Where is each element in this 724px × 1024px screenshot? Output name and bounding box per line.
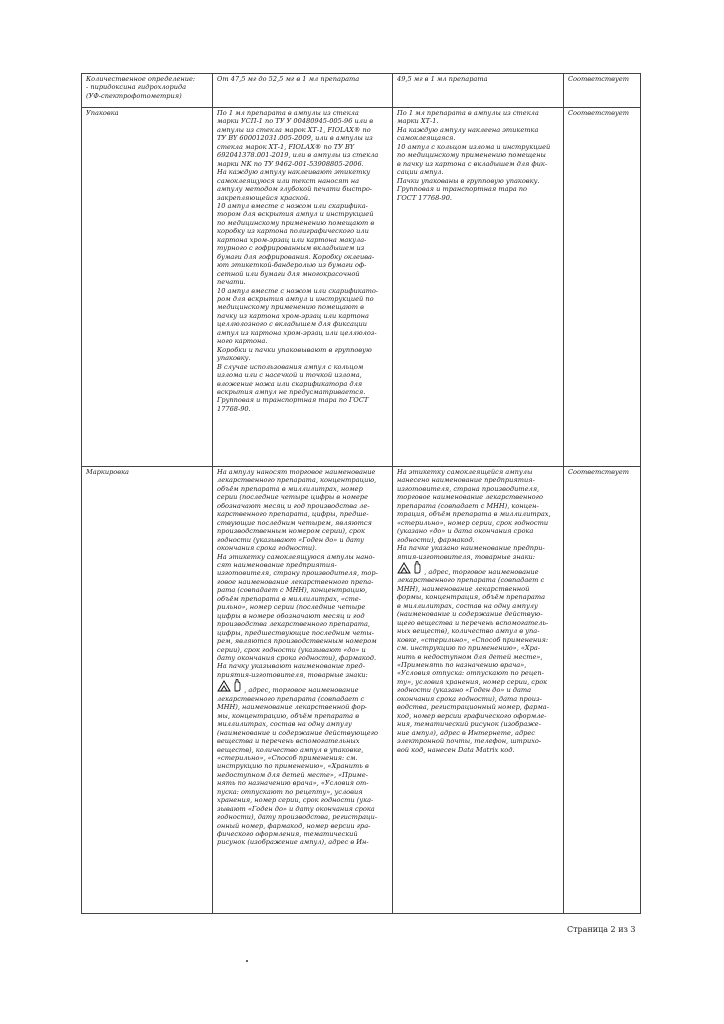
scan-speck [246,960,248,962]
requirement-paragraph: На ампулу наносят торговое наименование лекарственного препарата, концентрацию, объём препарата в миллилитрах, номер серии (последние четыре цифры в номере обозначают месяц и год производства ле- карственного препарата, цифры, предше- ствующие последним четырем, являются производственным номером серии), срок годности (указывают «Годен до» и дату окончания срока годности). [217,468,377,553]
result-paragraph: 10 ампул с кольцом излома и инструкцией по медицинскому применению помещены в пачку из картона с вкладышем для фик- сации ампул. [397,142,551,177]
result-cell [393,108,564,467]
requirement-paragraph: 10 ампул вместе с ножом или скарификато- ром для вскрытия ампул и инструкцией по медицинскому применению помещают в пачку из картона хром-эрзац или картона целлюлозного с вкладышем для фиксации ампул из картона хром-эрзац или целлюлоз- ного картона. [217,286,379,346]
conclusion-cell: Соответствует [564,108,641,467]
requirement-paragraph: 10 ампул вместе с ножом или скарифика- тором для вскрытия ампул и инструкцией по медицинскому применению помещают в коробку из картона полиграфического или картона хром-эрзац или картона макула- турного с гофрированным вкладышем из бумаги для гофрирования. Коробку оклеива- ют этикеткой-бандеролью из бумаги оф- сетной или бумаги для многокрасочной печати. [217,201,375,287]
requirement-paragraph: В случае использования ампул с кольцом излома или с насечкой и точкой излома, вложение ножа или скарификатора для вскрытия ампул не предусматривается. [217,362,366,396]
result-paragraph: По 1 мл препарата в ампулы из стекла марки ХТ-1. [397,109,539,126]
result-paragraph: На этикетку самоклеящейся ампулы нанесено наименование предприятия- изготовителя, страна производителя, торговое наименование лекарственного препарата (совпадает с МНН), концен- трация, объём препарата в миллилитрах, «стерильно», номер серии, срок годности (указано «до» и дата окончания срока годности), фармакод. [397,468,551,544]
requirement-cell: От 47,5 мг до 52,5 мг в 1 мл препарата [213,74,393,108]
result-cell: 49,5 мг в 1 мл препарата [393,74,564,108]
table-row [82,467,641,914]
trademark-icons [217,679,389,847]
requirement-cell [213,467,393,914]
test-name-cell: Упаковка [82,108,213,467]
requirement-cell [213,108,393,467]
requirement-paragraph: На каждую ампулу наклеивают этикетку самоклеящуюся или текст наносят на ампулу методом глубокой печати быстро- закрепляющейся краской. [217,168,373,202]
requirement-paragraph: Групповая и транспортная тара по ГОСТ 17768-90. [217,396,369,413]
trademark-icons [397,561,560,754]
requirement-paragraph: На пачку указывают наименование пред- приятия-изготовителя, товарные знаки: [217,662,368,679]
table-row [82,74,641,108]
requirement-paragraph: По 1 мл препарата в ампулы из стекла марки УСП-1 по ТУ У 00480945-005-96 или в ампулы из стекла марок ХТ-1, FIOLAX® по ТУ BY 600012031.005-2009, или в ампулы из стекла марок ХТ-1, FIOLAX® по ТУ BY 692041378.001-2019, или в ампулы из стекла марки NK по ТУ 9462-001-53908805-2006. [217,109,379,168]
triangle-logo-icon [397,562,411,576]
result-paragraph: На каждую ампулу наклеена этикетка самоклеящаяся. [397,125,539,143]
page-number: Страница 2 из 3 [567,925,636,934]
specification-table [81,73,641,914]
result-cell [393,467,564,914]
result-paragraph: Групповая и транспортная тара по ГОСТ 17768-90. [397,185,527,202]
conclusion-cell: Соответствует [564,467,641,914]
result-paragraph: Пачки упакованы в групповую упаковку. [397,176,540,185]
requirement-paragraph: , адрес, торговое наименование лекарственного препарата (совпадает с МНН), наименование лекарственной фор- мы, концентрацию, объём препарата в миллилитрах, состав на одну ампулу (наименование и содержание действующего вещества и перечень вспомогательных веществ), количество ампул в упаковке, «стерильно», «Способ применения: см. инструкцию по применению», «Хранить в недоступном для детей месте», «Приме- нять по назначению врача», «Условия от- пуска: отпускают по рецепту», условия хранения, номер серии, срок годности (ука- зывают «Годен до» и дату окончания срока годности), дату производства, регистраци- онный номер, фармакод, номер версии гра- фического оформления, тематический рисунок (изображение ампул), адрес в Ин- [217,686,378,847]
hand-logo-icon [413,561,422,576]
hand-logo-icon [233,679,242,694]
requirement-paragraph: На этикетку самоклеящуюся ампулы нано- сят наименование предприятия- изготовителя, страну производителя, тор- говое наименование лекарственного препа- рата (совпадает с МНН), концентрацию, объём препарата в миллилитрах, «сте- рильно», номер серии (последние четыре цифры в номере обозначают месяц и год производства лекарственного препарата, цифры, предшествующие последним четы- рем, являются производственным номером серии), срок годности (указывают «до» и дату окончания срока годности), фармакод. [217,552,378,662]
table-row [82,108,641,467]
triangle-logo-icon [217,680,231,694]
test-name-cell: Маркировка [82,467,213,914]
result-paragraph: На пачке указано наименование предпри- ятия-изготовителя, товарные знаки: [397,544,545,561]
result-paragraph: , адрес, торговое наименование лекарственного препарата (совпадает с МНН), наименование лекарственной формы, концентрация, объём препарата в миллилитрах, состав на одну ампулу (наименование и содержание действую- щего вещества и перечень вспомогатель- ных веществ), количество ампул в упа- ковке, «стерильно», «Способ применения: см. инструкцию по применению», «Хра- нить в недоступном для детей месте», «Применять по назначению врача», «Условия отпуска: отпускают по рецеп- ту», условия хранения, номер серии, срок годности (указано «Годен до» и дата окончания срока годности), дата произ- водства, регистрационный номер, фарма- код, номер версии графического оформле- ния, тематический рисунок (изображе- ние ампул), адрес в Интернете, адрес электронной почты, телефон, штрихо- вой код, нанесен Data Matrix код. [397,567,549,754]
conclusion-cell: Соответствует [564,74,641,108]
requirement-paragraph: Коробки и пачки упаковывают в групповую упаковку. [217,345,372,363]
test-name-cell: Количественное определение: - пиридоксина гидрохлорида (УФ-спектрофотометрия) [82,74,213,108]
